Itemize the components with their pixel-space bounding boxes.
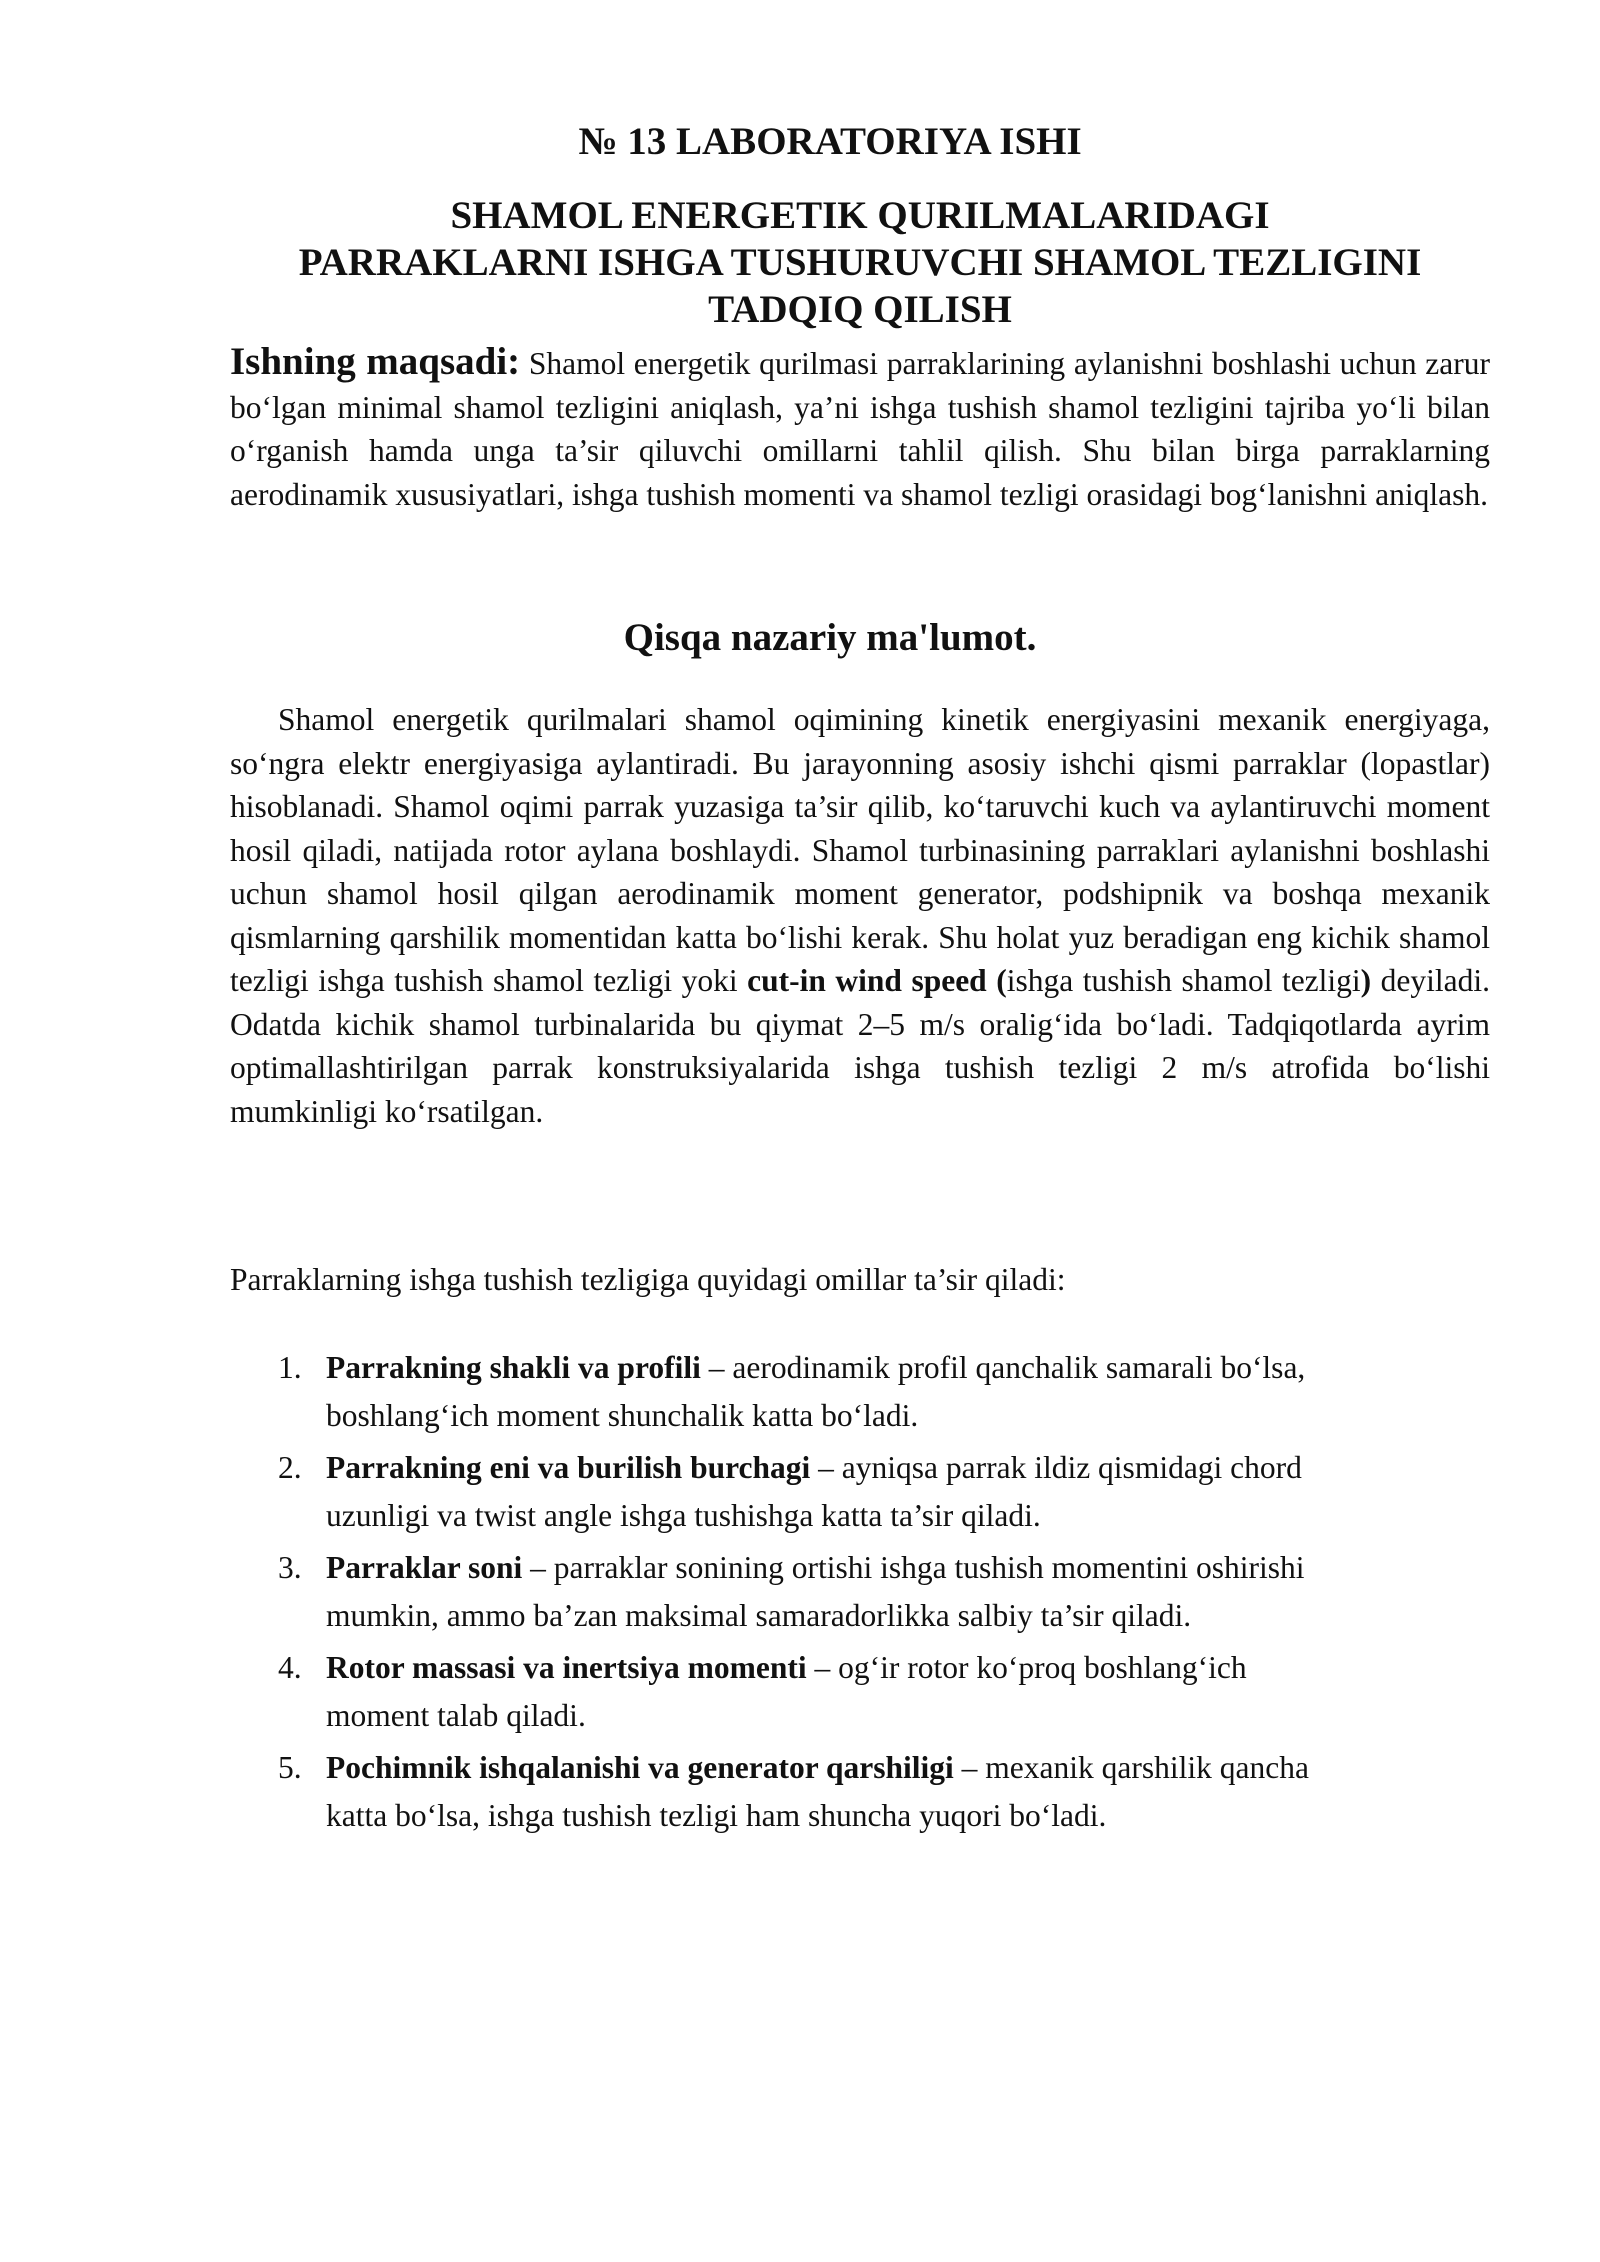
list-item-text: – parraklar sonining ortishi ishga tushish momentini oshirishi mumkin, ammo ba’zan maksimal samaradorlikka salbiy ta’sir qiladi. bbox=[326, 1550, 1305, 1633]
theory-text-2: ishga tushish shamol tezligi bbox=[1006, 963, 1361, 998]
list-item bbox=[230, 1444, 1326, 1540]
list-item-number: 4. bbox=[278, 1650, 302, 1685]
list-item bbox=[230, 1744, 1326, 1840]
aim-paragraph bbox=[230, 340, 1490, 516]
list-item-title: Parraklar soni bbox=[326, 1550, 523, 1585]
list-item-title: Parrakning shakli va profili bbox=[326, 1350, 701, 1385]
list-item-text: – og‘ir rotor ko‘proq boshlang‘ich moment talab qiladi. bbox=[326, 1650, 1247, 1733]
list-item-number: 3. bbox=[278, 1550, 302, 1585]
list-item bbox=[230, 1544, 1326, 1640]
list-item bbox=[230, 1644, 1326, 1740]
list-item-number: 5. bbox=[278, 1750, 302, 1785]
theory-text-3: deyiladi. Odatda kichik shamol turbinalarida bu qiymat 2–5 m/s oralig‘ida bo‘ladi. Tadqiqotlarda ayrim optimallashtirilgan parrak konstruksiyalarida ishga tushish tezligi 2 m/s atrofida bo‘lishi mumkinligi ko‘rsatilgan. bbox=[230, 963, 1491, 1129]
list-item-title: Pochimnik ishqalanishi va generator qarshiligi bbox=[326, 1750, 954, 1785]
list-item-text: – aerodinamik profil qanchalik samarali bo‘lsa, boshlang‘ich moment shunchalik katta bo‘ladi. bbox=[326, 1350, 1306, 1433]
theory-bold-term: cut-in wind speed ( bbox=[747, 963, 1007, 998]
aim-text: Shamol energetik qurilmasi parraklarining aylanishni boshlashi uchun zarur bo‘lgan minimal shamol tezligini aniqlash, ya’ni ishga tushish shamol tezligini tajriba yo‘li bilan o‘rganish hamda unga ta’sir qiluvchi omillarni tahlil qilish. Shu bilan birga parraklarning aerodinamik xususiyatlari, ishga tushish momenti va shamol tezligi orasidagi bog‘lanishni aniqlash. bbox=[230, 346, 1490, 512]
factor-list bbox=[230, 1344, 1490, 1844]
list-item-text: – mexanik qarshilik qancha katta bo‘lsa, ishga tushish tezligi ham shuncha yuqori bo‘ladi. bbox=[326, 1750, 1309, 1833]
factors-intro: Parraklarning ishga tushish tezligiga quyidagi omillar ta’sir qiladi: bbox=[230, 1262, 1066, 1297]
list-item-title: Rotor massasi va inertsiya momenti bbox=[326, 1650, 807, 1685]
list-item-text: – ayniqsa parrak ildiz qismidagi chord uzunligi va twist angle ishga tushishga katta ta’sir qiladi. bbox=[326, 1450, 1302, 1533]
theory-paragraph bbox=[230, 698, 1490, 1133]
main-title bbox=[230, 192, 1490, 333]
theory-bold-close: ) bbox=[1360, 963, 1372, 998]
aim-label: Ishning maqsadi: bbox=[230, 340, 521, 383]
theory-text-1: Shamol energetik qurilmalari shamol oqimining kinetik energiyasini mexanik energiyaga, so‘ngra elektr energiyasiga aylantiradi. Bu jarayonning asosiy ishchi qismi parraklar (lopastlar) hisoblanadi. Shamol oqimi parrak yuzasiga ta’sir qilib, ko‘taruvchi kuch va aylantiruvchi moment hosil qiladi, natijada rotor aylana boshlaydi. Shamol turbinasining parraklari aylanishni boshlashi uchun shamol hosil qilgan aerodinamik moment generator, podshipnik va boshqa mexanik qismlarning qarshilik momentidan katta bo‘lishi kerak. Shu holat yuz beradigan eng kichik shamol tezligi ishga tushish shamol tezligi yoki bbox=[230, 702, 1490, 998]
list-item-title: Parrakning eni va burilish burchagi bbox=[326, 1450, 811, 1485]
list-item-number: 1. bbox=[278, 1350, 302, 1385]
main-title-line-2: PARRAKLARNI ISHGA TUSHURUVCHI SHAMOL TEZLIGINI bbox=[298, 241, 1422, 284]
lab-number-heading: № 13 LABORATORIYA ISHI bbox=[578, 120, 1082, 163]
main-title-line-3: TADQIQ QILISH bbox=[708, 288, 1012, 331]
list-item bbox=[230, 1344, 1326, 1440]
section-title: Qisqa nazariy ma'lumot. bbox=[623, 616, 1037, 659]
main-title-line-1: SHAMOL ENERGETIK QURILMALARIDAGI bbox=[450, 194, 1270, 237]
list-item-number: 2. bbox=[278, 1450, 302, 1485]
